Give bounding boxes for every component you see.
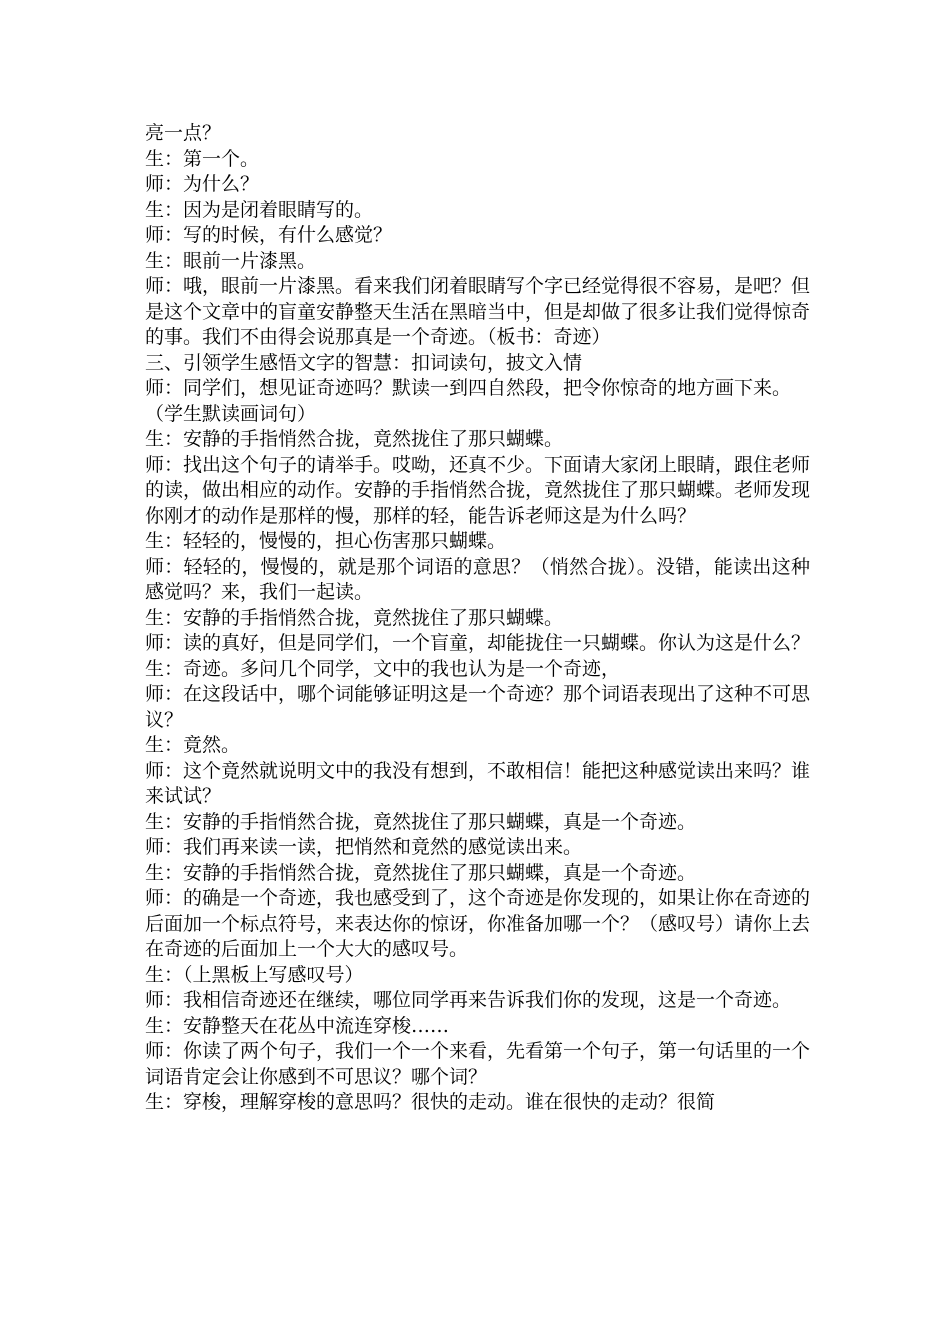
paragraph: 师：我们再来读一读，把悄然和竟然的感觉读出来。 <box>145 836 583 858</box>
paragraph: 生：穿梭，理解穿梭的意思吗？很快的走动。谁在很快的走动？很简 <box>145 1091 716 1113</box>
paragraph: 生：轻轻的，慢慢的，担心伤害那只蝴蝶。 <box>145 530 507 552</box>
paragraph: 师：读的真好，但是同学们，一个盲童，却能拢住一只蝴蝶。你认为这是什么？ <box>145 632 811 654</box>
paragraph: 生：奇迹。多问几个同学，文中的我也认为是一个奇迹， <box>145 657 621 680</box>
paragraph: 生：安静的手指悄然合拢，竟然拢住了那只蝴蝶，真是一个奇迹。 <box>145 861 697 884</box>
paragraph: 生：因为是闭着眼睛写的。 <box>145 198 374 221</box>
paragraph: 亮一点？ <box>145 122 222 144</box>
paragraph: 师：你读了两个句子，我们一个一个来看，先看第一个句子，第一句话里的一个词语肯定会让你感到不可思议？哪个词？ <box>145 1040 811 1088</box>
paragraph: 师：哦，眼前一片漆黑。看来我们闭着眼睛写个字已经觉得很不容易，是吧？但是这个文章中的盲童安静整天生活在黑暗当中，但是却做了很多让我们觉得惊奇的事。我们不由得会说那真是一个奇迹。（板书：奇迹） <box>145 275 811 348</box>
paragraph: 生：安静的手指悄然合拢，竟然拢住了那只蝴蝶。 <box>145 428 564 450</box>
paragraph: 师：这个竟然就说明文中的我没有想到，不敢相信！能把这种感觉读出来吗？谁来试试？ <box>145 759 811 807</box>
document-body <box>145 121 810 1116</box>
section-heading: 三、引领学生感悟文字的智慧：扣词读句，披文入情 <box>145 351 583 374</box>
paragraph: （学生默读画词句） <box>145 402 317 425</box>
paragraph: 师：轻轻的，慢慢的，就是那个词语的意思？（悄然合拢）。没错，能读出这种感觉吗？来，我们一起读。 <box>145 555 810 603</box>
paragraph: 生：第一个。 <box>145 147 260 170</box>
paragraph: 生：竟然。 <box>145 734 241 756</box>
paragraph: 生：安静整天在花丛中流连穿梭…… <box>145 1014 450 1037</box>
paragraph: 师：写的时候，有什么感觉？ <box>145 224 393 246</box>
paragraph: 师：的确是一个奇迹，我也感受到了，这个奇迹是你发现的，如果让你在奇迹的后面加一个标点符号，来表达你的惊讶，你准备加哪一个？（感叹号）请你上去在奇迹的后面加上一个大大的感叹号。 <box>145 887 811 960</box>
paragraph: 师：找出这个句子的请举手。哎呦，还真不少。下面请大家闭上眼睛，跟住老师的读，做出相应的动作。安静的手指悄然合拢，竟然拢住了那只蝴蝶。老师发现你刚才的动作是那样的慢，那样的轻，能告诉老师这是为什么吗？ <box>145 453 811 527</box>
paragraph: 生：安静的手指悄然合拢，竟然拢住了那只蝴蝶。 <box>145 606 564 629</box>
paragraph: 师：为什么？ <box>145 173 260 195</box>
paragraph: 生：安静的手指悄然合拢，竟然拢住了那只蝴蝶，真是一个奇迹。 <box>145 810 697 833</box>
paragraph: 师：同学们，想见证奇迹吗？默读一到四自然段，把令你惊奇的地方画下来。 <box>145 377 792 399</box>
paragraph: 生：眼前一片漆黑。 <box>145 249 317 272</box>
paragraph: 生：（上黑板上写感叹号） <box>145 963 364 986</box>
paragraph: 师：在这段话中，哪个词能够证明这是一个奇迹？那个词语表现出了这种不可思议？ <box>145 683 811 731</box>
paragraph: 师：我相信奇迹还在继续，哪位同学再来告诉我们你的发现，这是一个奇迹。 <box>145 989 792 1011</box>
